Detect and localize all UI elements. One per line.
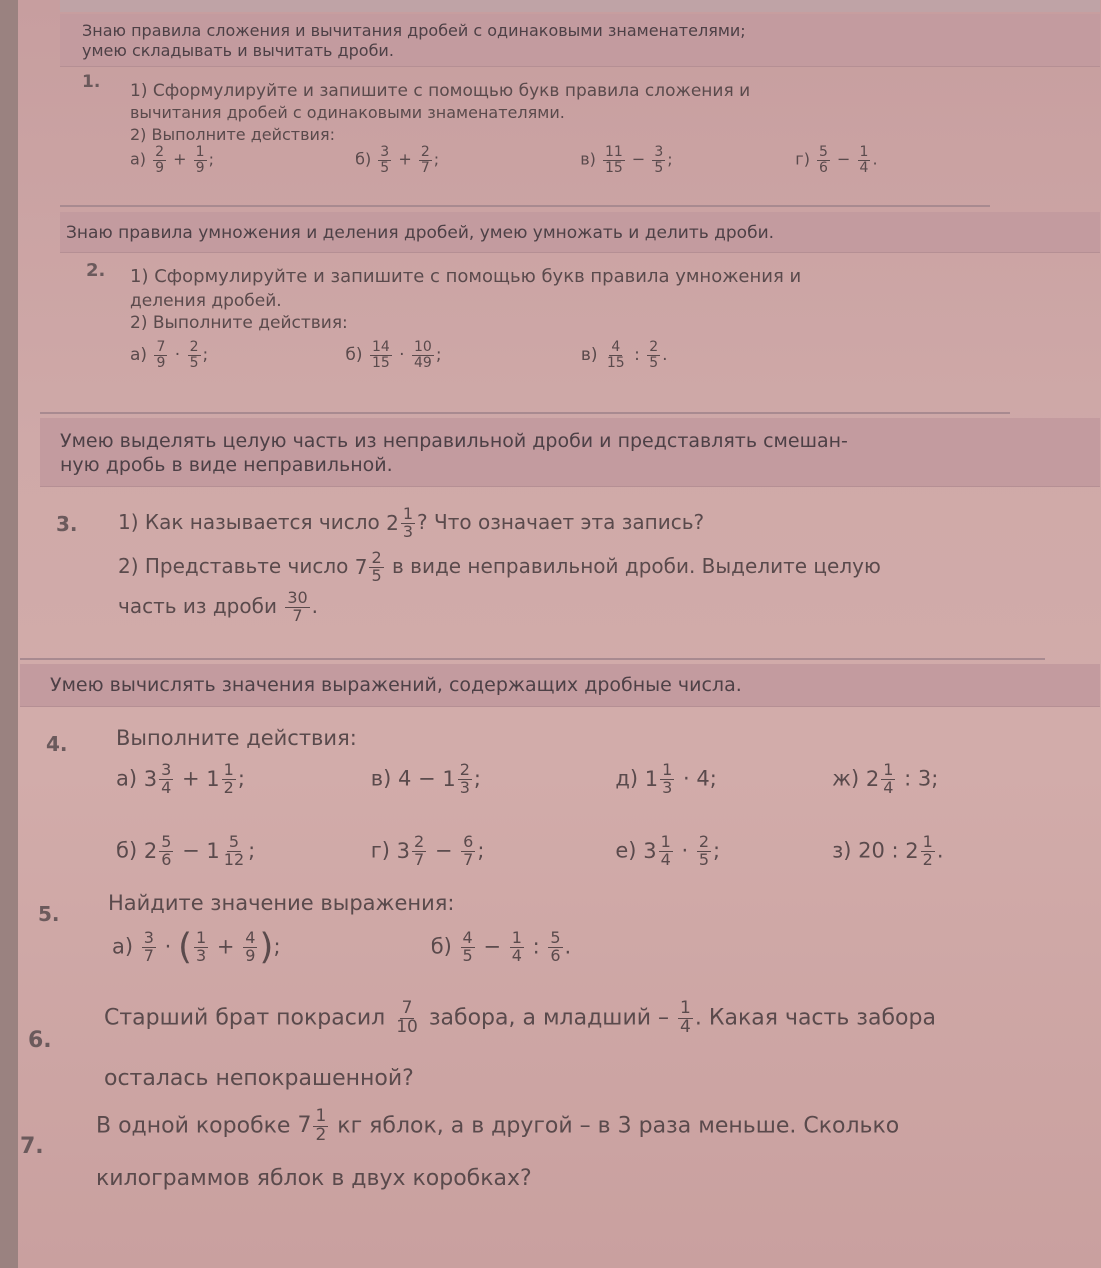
task2-item1-line2: деления дробей. [130,291,282,311]
task4-zh: ж) 2 $\frac{1}{4}$ : 3; [832,760,939,797]
task-number-1: 1. [82,72,101,92]
task2-item2: 2) Выполните действия: [130,313,348,333]
task-number-5: 5. [38,902,60,926]
task4-b: б) 2 $\frac{5}{6}$ − 1 $\frac{5}{12}$ ; [116,832,256,869]
task-number-3: 3. [56,512,78,536]
task5-title: Найдите значение выражения: [108,891,455,915]
section2-heading: Знаю правила умножения и деления дробей, умею умножать и делить дроби. [66,223,775,243]
task1-tasks-row [130,145,878,175]
task4-e: е) 3 $\frac{1}{4}$ · $\frac{2}{5}$ ; [615,832,721,869]
task5-b: б) $\frac{4}{5}$ − $\frac{1}{4}$ : $\frac{5}{6}$ . [430,928,572,965]
task2-tasks-row [130,340,668,370]
mixed-number-2-1-3: 2 $\frac{1}{3}$ [386,504,414,541]
task1-item1-line2: вычитания дробей с одинаковыми знаменателями. [130,103,565,122]
task4-g: г) 3 $\frac{2}{7}$ − $\frac{6}{7}$ ; [370,832,485,869]
task2-item1-line1: 1) Сформулируйте и запишите с помощью букв правила умножения и [130,266,802,287]
task2-a: а) $\frac{7}{9}$ · $\frac{2}{5}$ ; [130,339,209,371]
section4-divider [20,658,1045,660]
task2-v: в) $\frac{4}{15}$ : $\frac{2}{5}$ . [580,339,668,371]
task-number-6: 6. [28,1028,52,1053]
task4-row2 [116,834,944,869]
task3-q2: 2) Представьте число 7 $\frac{2}{5}$ в виде неправильной дроби. Выделите целую [118,548,881,585]
task-number-4: 4. [46,732,68,756]
task4-title: Выполните действия: [116,726,357,750]
task4-a: а) 3 $\frac{3}{4}$ + 1 $\frac{1}{2}$ ; [116,760,245,797]
task4-d: д) 1 $\frac{1}{3}$ · 4; [615,760,717,797]
section1-heading-line2: умею складывать и вычитать дроби. [82,41,394,60]
task7-line2: килограммов яблок в двух коробках? [96,1166,532,1191]
task1-a: а) $\frac{2}{9}$ + $\frac{1}{9}$ ; [130,144,214,176]
task6-line2: осталась непокрашенной? [104,1066,414,1091]
section3-heading-line1: Умею выделять целую часть из неправильной дроби и представлять смешан- [60,430,848,452]
task2-b: б) $\frac{14}{15}$ · $\frac{10}{49}$ ; [345,339,442,371]
task1-v: в) $\frac{11}{15}$ − $\frac{3}{5}$ ; [580,144,673,176]
task4-v: в) 4 − 1 $\frac{2}{3}$ ; [370,760,481,797]
task3-q1: 1) Как называется число 2 $\frac{1}{3}$ ? Что означает эта запись? [118,504,705,541]
task7-line1: В одной коробке 7 $\frac{1}{2}$ кг яблок, а в другой – в 3 раза меньше. Сколько [96,1106,900,1145]
section3-header-band [40,418,1100,487]
mixed-number-7-2-5: 7 $\frac{2}{5}$ [354,548,382,585]
page-edge [0,0,18,1268]
task1-b: б) $\frac{3}{5}$ + $\frac{2}{7}$ ; [355,144,440,176]
task1-item1-line1: 1) Сформулируйте и запишите с помощью букв правила сложения и [130,81,751,101]
section3-divider [40,412,1010,414]
task-number-7: 7. [20,1134,44,1159]
task1-item2: 2) Выполните действия: [130,125,335,144]
task1-g: г) $\frac{5}{6}$ − $\frac{1}{4}$ . [795,144,878,176]
task3-q3: часть из дроби $\frac{30}{7}$ . [118,588,319,625]
task5-row [112,926,572,968]
section1-heading-line1: Знаю правила сложения и вычитания дробей с одинаковыми знаменателями; [82,21,746,40]
section3-heading-line2: ную дробь в виде неправильной. [60,454,393,476]
section4-heading: Умею вычислять значения выражений, содержащих дробные числа. [50,674,742,696]
top-strip [60,0,1100,12]
task5-a: а) $\frac{3}{7}$ · ( $\frac{1}{3}$ + $\frac{4}{9}$ ); [112,926,281,968]
task4-row1 [116,762,938,797]
section2-divider [60,205,990,207]
task6-line1: Старший брат покрасил $\frac{7}{10}$ забора, а младший – $\frac{1}{4}$ . Какая часть забора [104,998,936,1037]
task-number-2: 2. [86,260,106,281]
task4-z: з) 20 : 2 $\frac{1}{2}$ . [832,832,944,869]
